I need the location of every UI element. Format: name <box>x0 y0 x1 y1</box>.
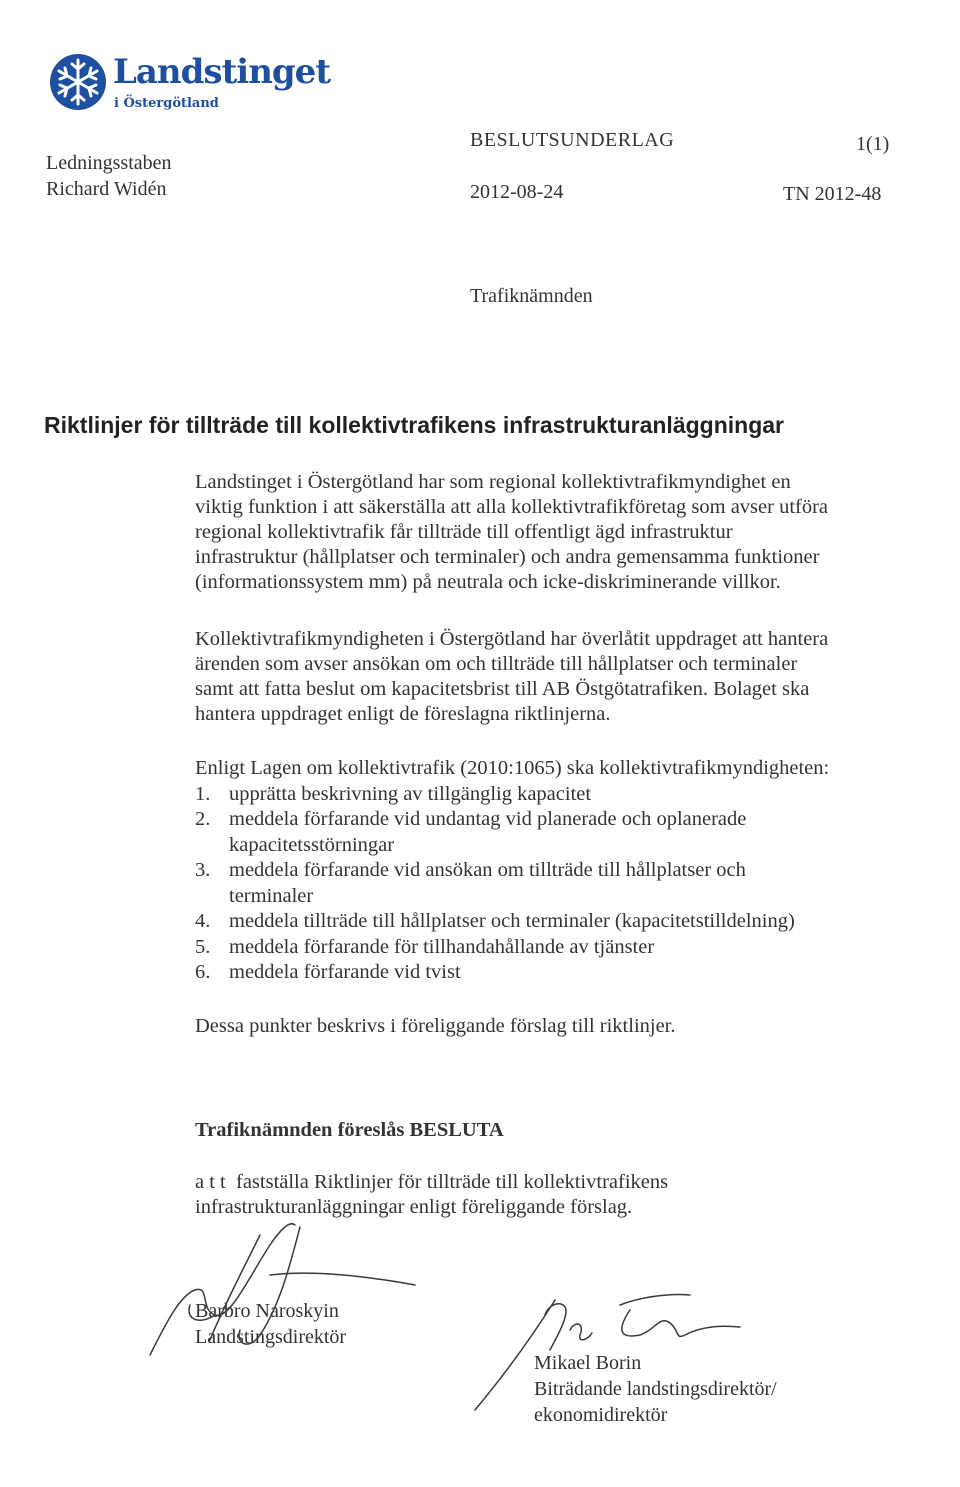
page-number: 1(1) <box>856 133 890 155</box>
decision-text <box>195 1170 915 1220</box>
list-number: 3. <box>195 859 211 881</box>
signatory-2 <box>534 1350 777 1428</box>
case-number: TN 2012-48 <box>783 183 882 205</box>
list-number: 4. <box>195 910 211 932</box>
logo-region: i Östergötland <box>114 96 219 111</box>
document-type: BESLUTSUNDERLAG <box>470 129 675 151</box>
text-line: hantera uppdraget enligt de föreslagna riktlinjerna. <box>195 703 611 725</box>
signatory-title: ekonomidirektör <box>534 1404 668 1426</box>
signatory-name: Mikael Borin <box>534 1352 642 1374</box>
landstinget-logo <box>48 50 348 120</box>
author: Richard Widén <box>46 178 167 200</box>
list-number: 6. <box>195 961 211 983</box>
list-item <box>195 807 915 858</box>
text-line: ärenden som avser ansökan om och tillträde till hållplatser och terminaler <box>195 653 798 675</box>
list-item <box>195 960 915 986</box>
list-item <box>195 935 915 961</box>
list-text: meddela förfarande för tillhandahållande av tjänster <box>229 935 655 958</box>
text-line: samt att fatta beslut om kapacitetsbrist till AB Östgötatrafiken. Bolaget ska <box>195 678 810 700</box>
list-text: meddela tillträde till hållplatser och terminaler (kapacitetstilldelning) <box>229 910 795 932</box>
signatory-name: Barbro Naroskyin <box>195 1300 339 1322</box>
paragraph-delegation <box>195 627 915 727</box>
list-number: 2. <box>195 808 211 830</box>
list-text: kapacitetsstörningar <box>229 833 395 856</box>
recipient: Trafiknämnden <box>470 285 593 307</box>
list-text: meddela förfarande vid tvist <box>229 961 461 983</box>
list-text: upprätta beskrivning av tillgänglig kapacitet <box>229 782 592 805</box>
text-line: viktig funktion i att säkerställa att alla kollektivtrafikföretag som avser utföra <box>195 496 829 518</box>
list-number: 5. <box>195 935 211 958</box>
text-line: infrastruktur (hållplatser och terminaler) och andra gemensamma funktioner <box>195 546 820 568</box>
text-line: regional kollektivtrafik får tillträde till offentligt ägd infrastruktur <box>195 521 733 543</box>
law-section <box>195 756 915 986</box>
department: Ledningsstaben <box>46 152 172 174</box>
list-text: meddela förfarande vid undantag vid planerade och oplanerade <box>229 808 747 830</box>
text-line: Landstinget i Östergötland har som regional kollektivtrafikmyndighet en <box>195 471 791 493</box>
list-item <box>195 909 915 935</box>
decision-line: infrastrukturanläggningar enligt föreliggande förslag. <box>195 1196 633 1218</box>
signatory-title: Biträdande landstingsdirektör/ <box>534 1378 777 1400</box>
law-intro: Enligt Lagen om kollektivtrafik (2010:1065) ska kollektivtrafikmyndigheten: <box>195 757 830 779</box>
summary: Dessa punkter beskrivs i föreliggande förslag till riktlinjer. <box>195 1015 676 1037</box>
logo-name: Landstinget <box>113 52 331 92</box>
decision-line: a t t fastställa Riktlinjer för tillträde till kollektivtrafikens <box>195 1171 669 1193</box>
handwritten-signature-1 <box>140 1215 430 1365</box>
snowflake-emblem-icon <box>48 52 108 112</box>
text-line: (informationssystem mm) på neutrala och icke-diskriminerande villkor. <box>195 571 781 593</box>
text-line: Kollektivtrafikmyndigheten i Östergötland har överlåtit uppdraget att hantera <box>195 628 829 650</box>
signatory-title: Landstingsdirektör <box>195 1326 347 1348</box>
list-text: terminaler <box>229 884 314 907</box>
list-item <box>195 782 915 808</box>
document-date: 2012-08-24 <box>470 181 564 203</box>
paragraph-intro <box>195 470 915 595</box>
document-title: Riktlinjer för tillträde till kollektivtrafikens infrastrukturanläggningar <box>44 412 784 438</box>
list-item <box>195 858 915 909</box>
decision-heading: Trafiknämnden föreslås BESLUTA <box>195 1119 504 1141</box>
list-number: 1. <box>195 782 211 805</box>
list-text: meddela förfarande vid ansökan om tillträde till hållplatser och <box>229 859 746 881</box>
